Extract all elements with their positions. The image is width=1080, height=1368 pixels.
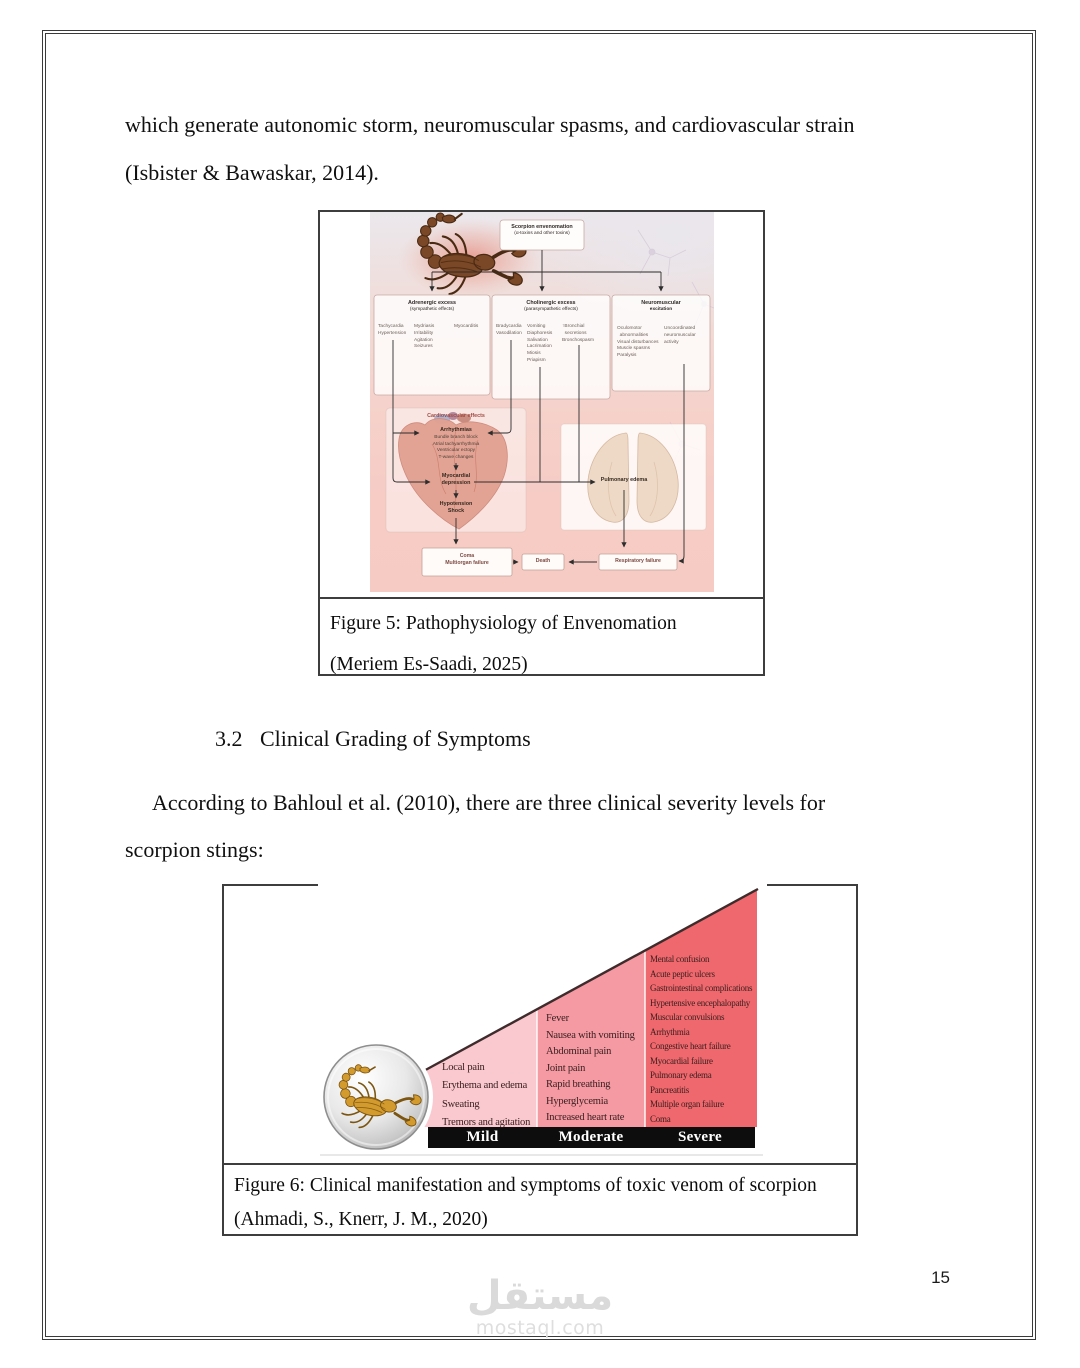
paragraph-grading: According to Bahloul et al. (2010), there are three clinical severity levels for scorpion stings: bbox=[125, 790, 826, 862]
coma-multiorgan-box: Coma Multiorgan failure bbox=[445, 553, 489, 566]
pulmonary-edema-label: Pulmonary edema bbox=[600, 477, 648, 483]
watermark bbox=[440, 1274, 640, 1338]
moderate-symptoms-list: Fever Nausea with vomiting Abdominal pain Joint pain Rapid breathing Hyperglycemia Increased heart rate bbox=[546, 1013, 635, 1123]
figure5-pathophysiology-diagram bbox=[370, 212, 714, 592]
page-number: 15 bbox=[931, 1268, 950, 1287]
cholinergic-col1: Bradycardia Vasodilation bbox=[496, 324, 522, 336]
myocardial-depression-label: Myocardial depression bbox=[441, 473, 471, 486]
adrenergic-box-title: Adrenergic excess (sympathetic effects) bbox=[408, 300, 456, 312]
adrenergic-col1: Tachycardia Hypertension bbox=[378, 324, 407, 336]
figure5-container bbox=[318, 210, 765, 676]
mild-axis-label: Mild bbox=[466, 1129, 499, 1145]
death-box: Death bbox=[535, 558, 551, 564]
neuromuscular-col1: Oculomotor abnormalities Visual disturbances Muscle spasms Paralysis bbox=[617, 326, 659, 359]
figure6-caption: Figure 6: Clinical manifestation and symptoms of toxic venom of scorpion (Ahmadi, S., Knerr, J. M., 2020) bbox=[224, 1163, 856, 1234]
moderate-axis-label: Moderate bbox=[558, 1129, 624, 1145]
figure6-container bbox=[222, 884, 858, 1236]
adrenergic-col2: Mydriasis Irritability Agitation Seizures bbox=[414, 324, 435, 350]
cholinergic-box-title: Cholinergic excess (parasympathetic effects) bbox=[524, 300, 578, 312]
figure5-caption: Figure 5: Pathophysiology of Envenomation (Meriem Es-Saadi, 2025) bbox=[320, 597, 763, 674]
arrhythmias-title: Arrhythmias bbox=[440, 427, 472, 433]
neuromuscular-col2: Uncoordinated neuromuscular activity bbox=[664, 326, 696, 345]
hypotension-shock-label: Hypotension Shock bbox=[439, 501, 473, 514]
paragraph-intro: which generate autonomic storm, neuromuscular spasms, and cardiovascular strain (Isbister & Bawaskar, 2014). bbox=[125, 112, 855, 185]
watermark-domain: mostaql.com bbox=[475, 1317, 605, 1339]
severe-axis-label: Severe bbox=[677, 1129, 722, 1145]
arrhythmias-items: Bundle branch block Atrial tachyarrhythmia Ventricular ectopy T-wave changes bbox=[432, 435, 480, 460]
adrenergic-col3: Myocarditis bbox=[454, 324, 479, 329]
section-heading bbox=[215, 726, 531, 752]
figure6-severity-diagram bbox=[318, 884, 767, 1161]
cholinergic-col3: ↑Bronchial secretions Bronchospasm bbox=[562, 324, 594, 343]
section-title: Clinical Grading of Symptoms bbox=[260, 726, 531, 751]
respiratory-failure-box: Respiratory failure bbox=[615, 558, 661, 564]
neuromuscular-box-title: Neuromuscular excitation bbox=[641, 300, 681, 312]
mild-symptoms-list: Local pain Erythema and edema Sweating Tremors and agitation bbox=[442, 1062, 531, 1128]
section-number: 3.2 bbox=[215, 726, 243, 751]
root-subtitle: (α-toxins and other toxins) bbox=[514, 231, 570, 236]
figure5-diagram-graphics bbox=[370, 212, 714, 592]
watermark-arabic-logo: مستقل bbox=[466, 1273, 614, 1319]
severe-symptoms-list: Mental confusion Acute peptic ulcers Gastrointestinal complications Hypertensive encephalopathy Muscular convulsions Arrhythmia Congestive heart failure Myocardial failure Pulmonary edema Pancreatitis Multiple organ failure Coma bbox=[650, 954, 753, 1125]
root-title: Scorpion envenomation bbox=[511, 224, 573, 230]
root-node bbox=[500, 224, 584, 238]
cholinergic-col2: Vomiting Diaphoresis Salivation Lacrimation Miosis Priapism bbox=[527, 324, 553, 363]
cardio-title: Cardiovascular effects bbox=[427, 413, 485, 419]
